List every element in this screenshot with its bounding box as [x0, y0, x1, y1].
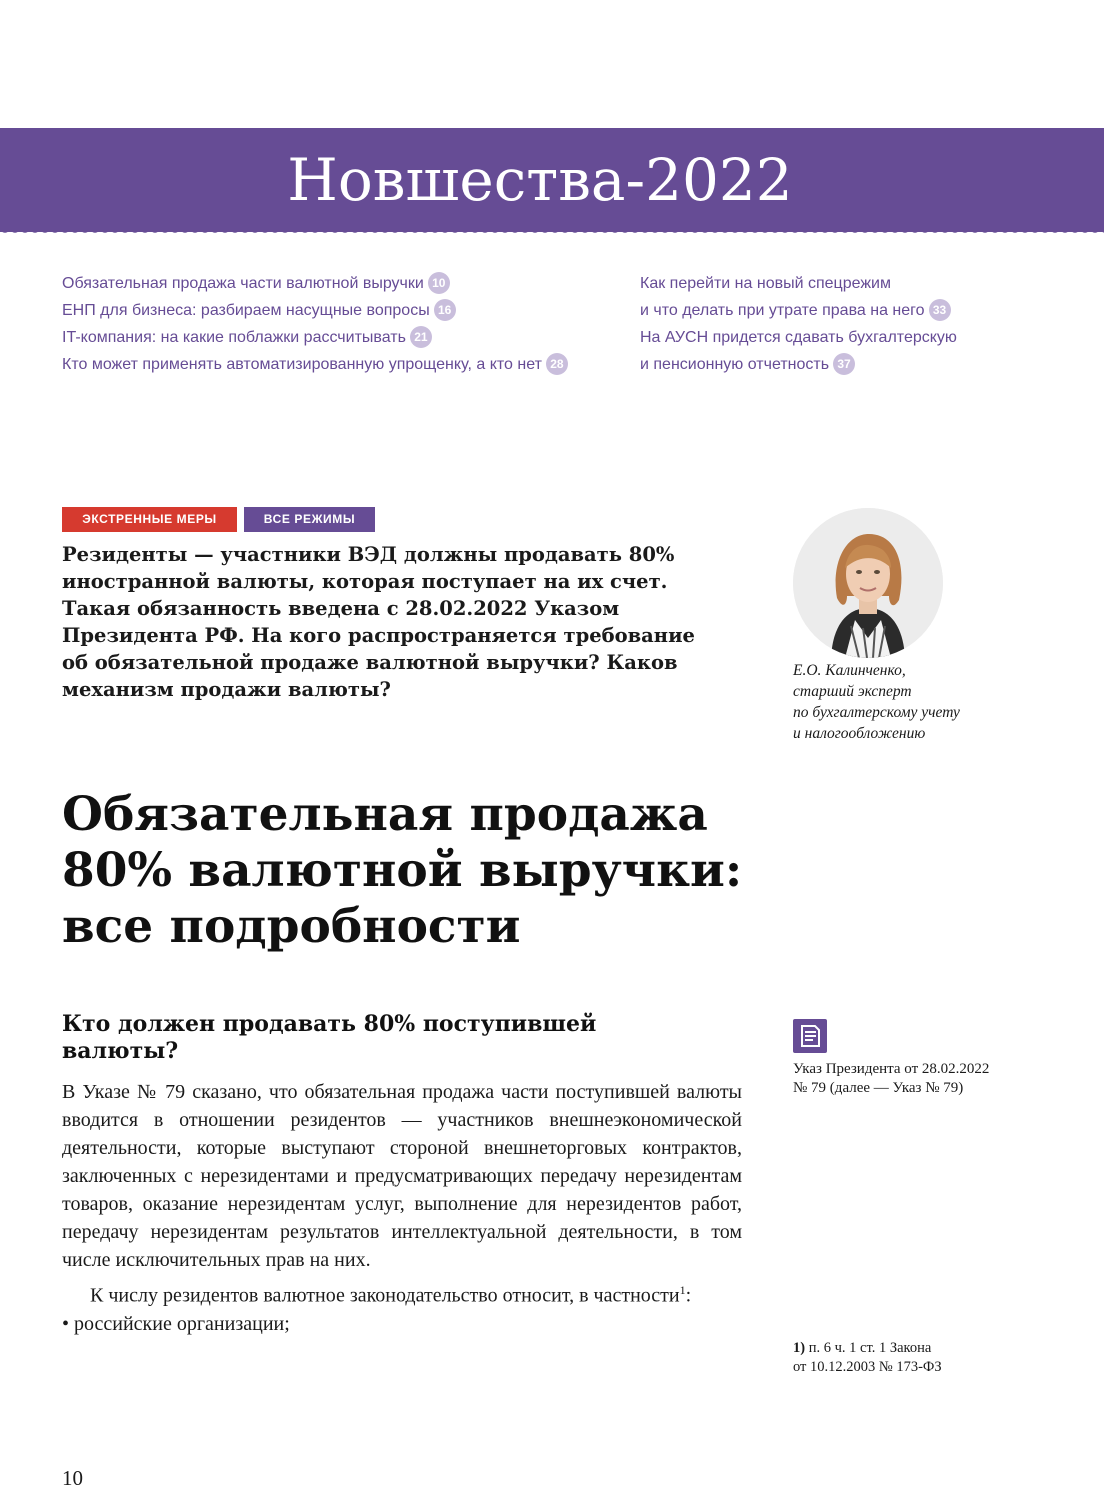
toc-item[interactable] — [640, 351, 957, 378]
author-role: и налогообложению — [793, 725, 926, 742]
section-title: Новшества-2022 — [287, 146, 793, 214]
author-name: Е.О. Калинченко, — [793, 662, 906, 679]
toc-item[interactable] — [62, 324, 568, 351]
document-icon — [793, 1019, 827, 1053]
tag-emergency-measures: ЭКСТРЕННЫЕ МЕРЫ — [62, 507, 237, 532]
bullet-icon: • — [62, 1312, 75, 1335]
side-note-line: Указ Президента от 28.02.2022 — [793, 1061, 990, 1077]
toc-item-text: и пенсионную отчетность — [640, 356, 830, 373]
toc-item-text: Кто может применять автоматизированную упрощенку, а кто нет — [62, 356, 542, 373]
author-photo — [793, 508, 943, 658]
toc-item-text: На АУСН придется сдавать бухгалтерскую — [640, 329, 957, 346]
headline-line: 80% валютной выручки: — [62, 843, 743, 898]
toc-item[interactable] — [640, 324, 957, 351]
page-badge: 16 — [434, 299, 456, 321]
footnote-text: п. 6 ч. 1 ст. 1 Закона — [805, 1340, 932, 1356]
page-badge: 28 — [546, 353, 568, 375]
toc-item-text: Обязательная продажа части валютной выручки — [62, 275, 424, 292]
article-body — [62, 1078, 742, 1338]
toc-item[interactable] — [62, 270, 568, 297]
toc-item[interactable] — [62, 351, 568, 378]
body-text: К числу резидентов валютное законодательство относит, в частности — [90, 1284, 680, 1307]
page-number: 10 — [62, 1466, 83, 1490]
list-item — [62, 1310, 742, 1338]
side-note — [793, 1060, 1033, 1098]
article-headline — [62, 787, 782, 955]
lead-paragraph: Резиденты — участники ВЭД должны продавать 80% иностранной валюты, которая поступает на их счет. Такая обязанность введена с 28.02.2022 Указом Президента РФ. На кого распространяется требование об обязательной продаже валютной выручки? Каков механизм продажи валюты? — [62, 543, 695, 701]
page-badge: 37 — [833, 353, 855, 375]
toc-item[interactable] — [640, 297, 957, 324]
toc-item-text: ЕНП для бизнеса: разбираем насущные вопросы — [62, 302, 430, 319]
body-text: : — [685, 1284, 692, 1307]
headline-line: все подробности — [62, 899, 521, 954]
footnote — [793, 1339, 1033, 1377]
toc-item[interactable] — [62, 297, 568, 324]
footnote-marker: 1) — [793, 1340, 806, 1356]
author-portrait-icon — [793, 508, 943, 658]
section-subheading: Кто должен продавать 80% поступившей валюты? — [62, 1011, 597, 1064]
author-role: старший эксперт — [793, 683, 912, 700]
body-paragraph: В Указе № 79 сказано, что обязательная продажа части поступившей валюты вводится в отношении резидентов — участников внешнеэкономической деятельности, которые выступают стороной внешнеторговых контрактов, заключенных с нерезидентами и предусматривающих передачу нерезидентам товаров, оказание нерезидентам услуг, выполнение для нерезидентов работ, передачу нерезидентам результатов интеллектуальной деятельности, в том числе исключительных прав на них. — [62, 1081, 742, 1271]
footnote-text: от 10.12.2003 № 173-ФЗ — [793, 1359, 942, 1375]
page-badge: 21 — [410, 326, 432, 348]
toc-right-column — [640, 270, 957, 378]
headline-line: Обязательная продажа — [62, 787, 708, 842]
body-paragraph — [62, 1276, 742, 1310]
toc-item-text: и что делать при утрате права на него — [640, 302, 925, 319]
toc-item[interactable] — [640, 270, 957, 297]
author-role: по бухгалтерскому учету — [793, 704, 960, 721]
toc-item-text: Как перейти на новый спецрежим — [640, 275, 891, 292]
side-note-line: № 79 (далее — Указ № 79) — [793, 1080, 964, 1096]
tag-all-regimes: ВСЕ РЕЖИМЫ — [244, 507, 375, 532]
page-badge: 10 — [428, 272, 450, 294]
toc-item-text: IT-компания: на какие поблажки рассчитывать — [62, 329, 406, 346]
footnote-reference[interactable]: 1 — [679, 1283, 686, 1297]
list-item-text: российские организации; — [74, 1312, 290, 1335]
banner-scalloped-edge — [0, 228, 1104, 238]
page-badge: 33 — [929, 299, 951, 321]
author-caption — [793, 660, 1033, 744]
document-glyph-icon — [793, 1019, 827, 1053]
toc-left-column — [62, 270, 568, 378]
